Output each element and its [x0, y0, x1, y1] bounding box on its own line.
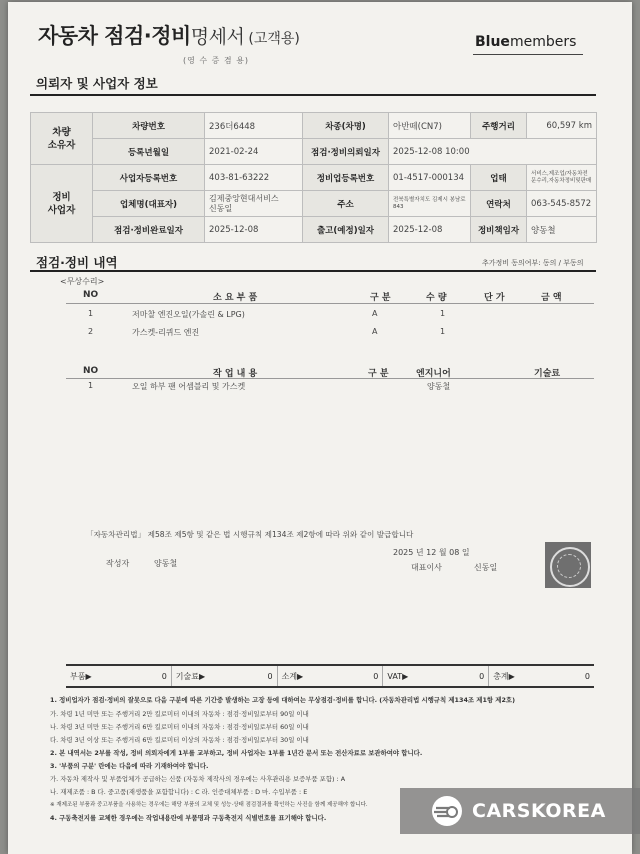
watermark-text: CARSKOREA	[472, 800, 606, 822]
legal-issue-text: 「자동차관리법」 제58조 제5항 및 같은 법 시행규칙 제134조 제2항에 따라 위와 같이 발급합니다	[86, 530, 414, 539]
total-grand-label: 총계▶	[493, 671, 515, 681]
note-2: 2. 본 내역서는 2부를 작성, 정비 의뢰자에게 1부를 교부하고, 정비 사업자는 1부를 1년간 문서 또는 전산자료로 보관하여야 합니다.	[50, 749, 423, 757]
contact-label: 연락처	[471, 191, 527, 217]
company-label: 업체명(대표자)	[93, 191, 205, 217]
work-header-type: 구 분	[368, 369, 389, 379]
parts-header-rule	[66, 303, 594, 304]
writer-name: 양동철	[154, 559, 178, 568]
title-plain: 명세서	[190, 26, 245, 48]
note-3a: 가. 자동차 제작사 및 부품업체가 공급하는 신품 (자동차 제작사의 경우에는 사후관리용 보증부품 포함) : A	[50, 775, 346, 783]
mileage-label: 주행거리	[471, 113, 527, 139]
representative-label: 대표이사	[411, 563, 442, 572]
request-date-label: 점검·정비의뢰일자	[303, 139, 389, 165]
info-row-2	[31, 139, 597, 165]
work-header-fee: 기술료	[534, 369, 561, 379]
info-row-3	[31, 165, 597, 191]
car-number-label: 차량번호	[93, 113, 205, 139]
total-tech-fee-value: 0	[267, 671, 273, 681]
section1-top-rule	[30, 94, 596, 96]
part-no: 2	[88, 327, 94, 336]
car-number-value: 236더6448	[205, 113, 303, 139]
total-subtotal-value: 0	[373, 671, 379, 681]
brand-underline	[473, 54, 583, 55]
company-seal-stamp	[545, 542, 591, 588]
additional-repair-consent: 추가정비 동의여부: 동의 / 부동의	[482, 259, 584, 267]
mileage-value: 60,597 km	[527, 113, 597, 139]
issue-date: 2025 년 12 월 08 일	[393, 548, 470, 557]
work-no: 1	[88, 381, 94, 390]
section-service-details-title: 점검·정비 내역	[36, 255, 118, 270]
brand-bold: Blue	[475, 34, 510, 50]
total-grand-value: 0	[584, 671, 590, 681]
manager-value: 양동철	[527, 217, 597, 243]
work-header-no: NO	[83, 366, 99, 376]
biz-type-value: 서비스,제조업/자동차전문수리,자동차정비및판매	[527, 165, 597, 191]
parts-header-type: 구 분	[370, 293, 391, 303]
note-1b: 나. 차령 3년 미만 또는 주행거리 6만 킬로미터 이내의 자동차 : 점검·정비일로부터 60일 이내	[50, 723, 309, 731]
reg-date-label: 등록년월일	[93, 139, 205, 165]
release-date-value: 2025-12-08	[389, 217, 471, 243]
reg-date-value: 2021-02-24	[205, 139, 303, 165]
total-vat-value: 0	[479, 671, 485, 681]
total-subtotal-label: 소계▶	[281, 671, 304, 681]
brand-rest: members	[509, 34, 577, 50]
total-parts-value: 0	[161, 671, 167, 681]
total-vat	[383, 666, 489, 686]
part-type: A	[372, 309, 378, 318]
total-parts-label: 부품▶	[70, 671, 92, 681]
biz-type-label: 업태	[471, 165, 527, 191]
total-parts	[66, 666, 172, 686]
company-value: 김제중앙현대서비스 신동일	[205, 191, 303, 217]
work-engineer: 양동철	[427, 382, 451, 391]
part-qty: 1	[440, 327, 446, 336]
note-4: 4. 구동축전지를 교체한 경우에는 작업내용란에 부품명과 구동축전지 식별번호를 표기해야 합니다.	[50, 814, 327, 822]
release-date-label: 출고(예정)일자	[303, 217, 389, 243]
manager-label: 정비책임자	[471, 217, 527, 243]
part-type: A	[372, 327, 378, 336]
work-header-rule	[66, 378, 594, 379]
biz-reg-no-label: 사업자등록번호	[93, 165, 205, 191]
request-date-value: 2025-12-08 10:00	[389, 139, 597, 165]
note-1: 1. 정비업자가 점검·정비의 잘못으로 다음 구분에 따른 기간중 발생하는 고장 등에 대하여는 무상점검·정비를 합니다. (자동차관리법 시행규칙 제134조 제1항 제2호)	[50, 696, 516, 704]
carskorea-logo-icon	[430, 794, 464, 828]
invoice-paper	[8, 2, 632, 854]
repair-reg-no-label: 정비업등록번호	[303, 165, 389, 191]
note-3: 3. '부품의 구분' 란에는 다음에 따라 기재하여야 합니다.	[50, 762, 209, 770]
brand-logo	[475, 34, 576, 50]
business-group-label: 정비 사업자	[31, 165, 93, 243]
parts-header-no: NO	[83, 290, 99, 300]
work-content: 오일 하부 팬 어셈블리 및 가스켓	[132, 382, 246, 391]
done-date-value: 2025-12-08	[205, 217, 303, 243]
info-row-5	[31, 217, 597, 243]
total-subtotal	[278, 666, 384, 686]
total-tech-fee	[172, 666, 278, 686]
free-repair-label: <무상수리>	[60, 277, 105, 286]
document-title	[38, 20, 300, 50]
section-requester-info-title: 의뢰자 및 사업자 정보	[36, 76, 158, 91]
parts-header-unit-price: 단 가	[484, 293, 505, 303]
note-1c: 다. 차령 3년 이상 또는 주행거리 6만 킬로미터 이상의 자동차 : 점검·정비일로부터 30일 이내	[50, 736, 309, 744]
work-header-engineer: 엔지니어	[416, 369, 451, 379]
total-grand	[489, 666, 594, 686]
biz-reg-no-value: 403-81-63222	[205, 165, 303, 191]
car-type-label: 차종(차명)	[303, 113, 389, 139]
address-value: 전북특별자치도 김제시 봉남로 843	[389, 191, 471, 217]
info-table	[30, 112, 597, 243]
part-qty: 1	[440, 309, 446, 318]
representative-name: 신동일	[474, 563, 498, 572]
parts-header-amount: 금 액	[541, 293, 562, 303]
part-name: 가스켓-리퀴드 엔진	[132, 328, 200, 337]
info-row-4	[31, 191, 597, 217]
part-no: 1	[88, 309, 94, 318]
section2-top-rule	[30, 270, 596, 272]
parts-header-qty: 수 량	[426, 293, 447, 303]
car-type-value: 아반떼(CN7)	[389, 113, 471, 139]
totals-bar	[66, 664, 594, 688]
total-vat-label: VAT▶	[387, 671, 409, 681]
contact-value: 063-545-8572	[527, 191, 597, 217]
receipt-subtitle: (영 수 증 겸 용)	[183, 56, 250, 65]
note-3c: ※ 재제조된 부품과 중고부품을 사용하는 경우에는 해당 부품의 교체 및 성능·상태 점검결과를 확인하는 사진을 함께 제공해야 합니다.	[50, 802, 368, 808]
owner-group-label: 차량 소유자	[31, 113, 93, 165]
work-header-content: 작 업 내 용	[213, 369, 258, 379]
repair-reg-no-value: 01-4517-000134	[389, 165, 471, 191]
writer-label: 작성자	[106, 559, 130, 568]
address-label: 주소	[303, 191, 389, 217]
done-date-label: 점검·정비완료일자	[93, 217, 205, 243]
title-customer: (고객용)	[248, 31, 300, 47]
title-bold: 자동차 점검·정비	[38, 24, 191, 48]
info-row-1	[31, 113, 597, 139]
total-tech-fee-label: 기술료▶	[175, 671, 206, 681]
part-name: 저마찰 엔진오일(가솔린 & LPG)	[132, 310, 245, 319]
carskorea-watermark	[400, 788, 640, 834]
note-3b: 나. 재제조품 : B 다. 중고품(재생품을 포함합니다) : C 라. 인증대체부품 : D 마. 수입부품 : E	[50, 788, 308, 796]
note-1a: 가. 차령 1년 미만 또는 주행거리 2만 킬로미터 이내의 자동차 : 점검·정비일로부터 90일 이내	[50, 710, 309, 718]
parts-header-name: 소 요 부 품	[213, 293, 258, 303]
